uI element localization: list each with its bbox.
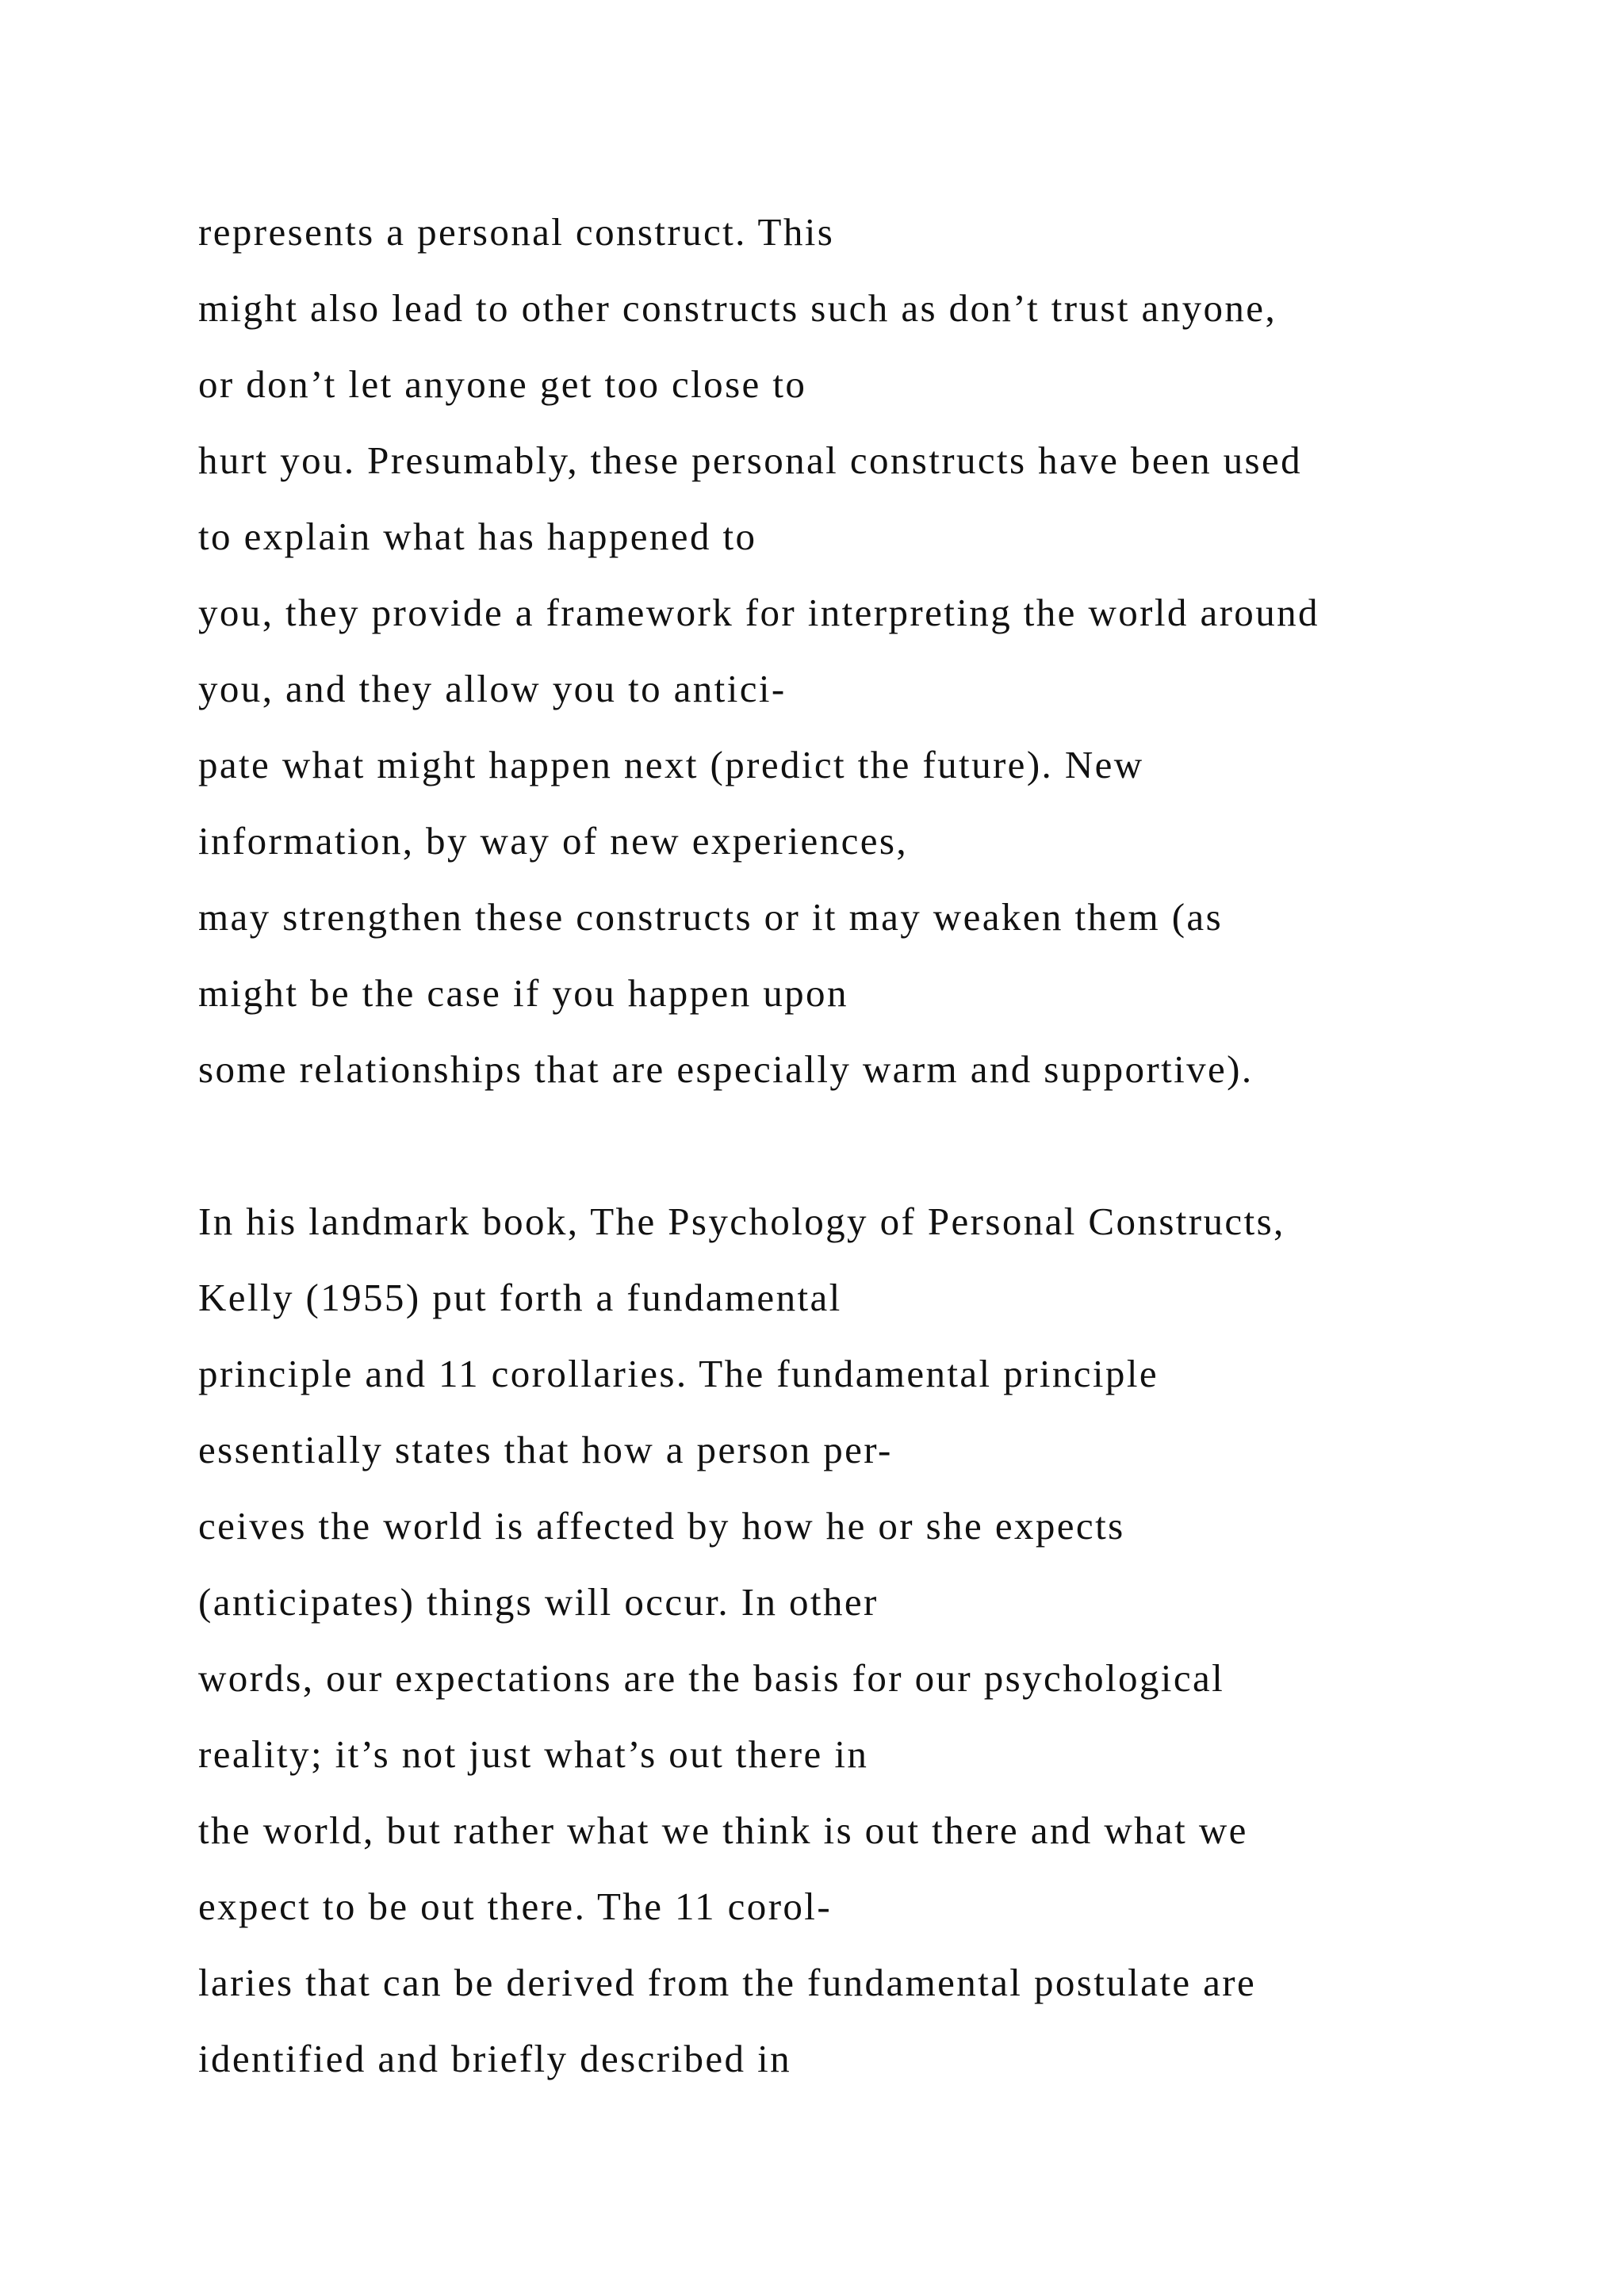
- text-line: might be the case if you happen upon: [198, 971, 848, 1015]
- document-body: [198, 194, 1546, 2097]
- text-line: or don’t let anyone get too close to: [198, 362, 807, 406]
- text-line: expect to be out there. The 11 corol-: [198, 1885, 833, 1928]
- text-line: you, and they allow you to antici-: [198, 667, 787, 710]
- text-line: represents a personal construct. This: [198, 210, 835, 254]
- text-line: (anticipates) things will occur. In other: [198, 1580, 879, 1624]
- text-line: information, by way of new experiences,: [198, 819, 909, 863]
- text-line: identified and briefly described in: [198, 2037, 791, 2080]
- text-line: ceives the world is affected by how he or she expects: [198, 1504, 1125, 1548]
- text-line: pate what might happen next (predict the future). New: [198, 743, 1144, 786]
- text-line: hurt you. Presumably, these personal constructs have been used: [198, 438, 1303, 482]
- text-line: may strengthen these constructs or it may weaken them (as: [198, 895, 1224, 939]
- text-line: you, they provide a framework for interpreting the world around: [198, 591, 1320, 634]
- text-line: In his landmark book, The Psychology of Personal Constructs,: [198, 1200, 1285, 1243]
- text-line: principle and 11 corollaries. The fundamental principle: [198, 1352, 1159, 1395]
- text-line: might also lead to other constructs such as don’t trust anyone,: [198, 286, 1277, 330]
- text-line: to explain what has happened to: [198, 515, 757, 558]
- paragraph-break: [198, 1108, 1546, 1184]
- text-line: some relationships that are especially warm and supportive).: [198, 1047, 1254, 1091]
- text-line: essentially states that how a person per-: [198, 1428, 893, 1471]
- text-line: Kelly (1955) put forth a fundamental: [198, 1276, 842, 1319]
- paragraph-1: [198, 194, 1546, 1108]
- paragraph-2: [198, 1184, 1546, 2097]
- text-line: laries that can be derived from the fundamental postulate are: [198, 1961, 1257, 2004]
- text-line: words, our expectations are the basis for our psychological: [198, 1656, 1225, 1700]
- text-line: reality; it’s not just what’s out there in: [198, 1732, 869, 1776]
- text-line: the world, but rather what we think is out there and what we: [198, 1808, 1248, 1852]
